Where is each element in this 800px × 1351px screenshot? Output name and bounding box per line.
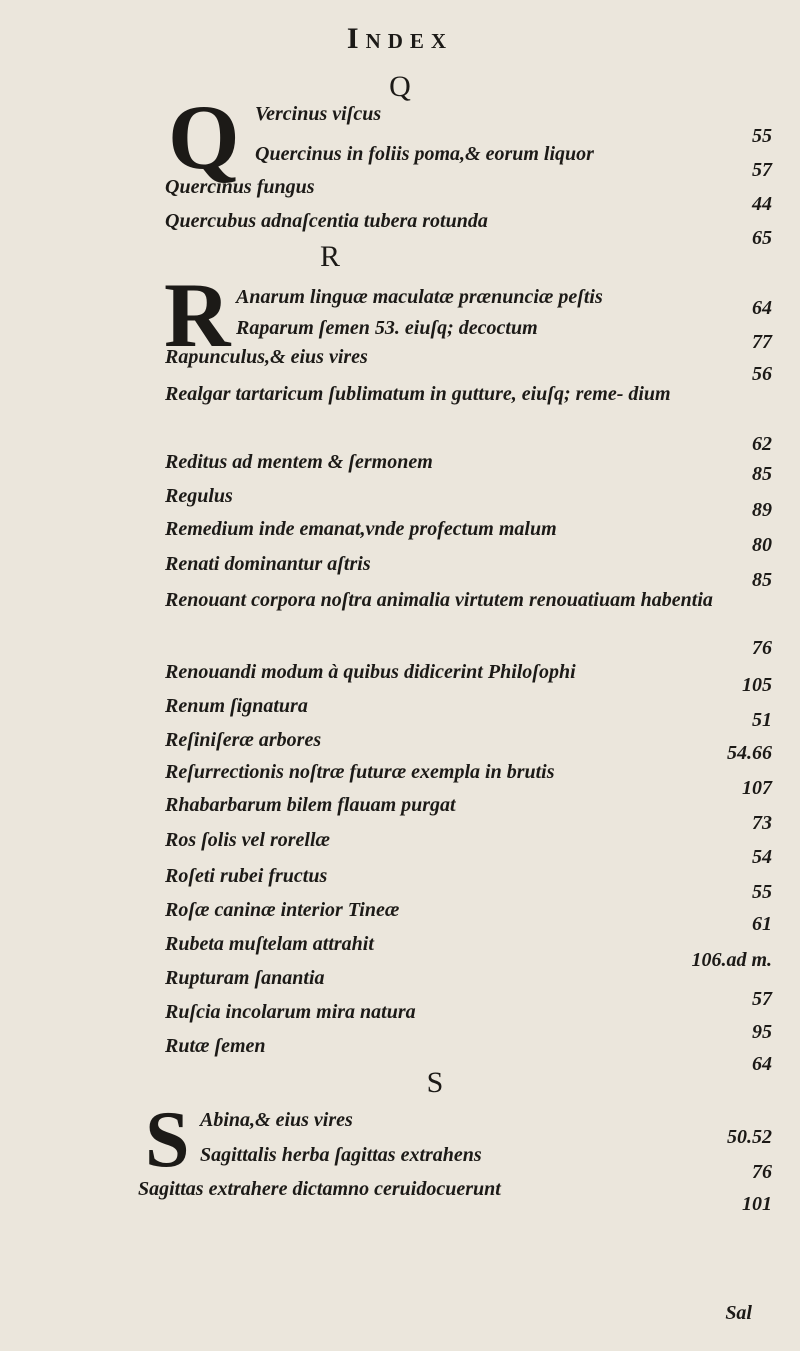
index-entry: Renum ſignatura <box>165 695 308 717</box>
index-entry: Renouant corpora noſtra animalia virtutem renouatiuam habentia <box>165 589 713 611</box>
index-entry: Ruſcia incolarum mira natura <box>165 1001 416 1023</box>
page-number: 55 <box>752 881 772 903</box>
index-entry: Rubeta muſtelam attrahit <box>165 933 374 955</box>
page-number: 54.66 <box>727 742 772 764</box>
page-number: 85 <box>752 463 772 485</box>
page-number: 85 <box>752 569 772 591</box>
page-number: 105 <box>742 674 772 696</box>
index-entry: Renati dominantur aſtris <box>165 553 371 575</box>
index-entry: Roſeti rubei fructus <box>165 865 328 887</box>
section-letter-r: R <box>319 240 340 273</box>
page-number: 64 <box>752 1053 772 1075</box>
page-number: 76 <box>752 637 772 659</box>
index-entry: Reſurrectionis noſtræ futuræ exempla in brutis <box>165 761 555 783</box>
index-entry: Reſiniſeræ arbores <box>165 729 322 751</box>
dropcap-q: Q <box>168 86 240 188</box>
index-entry: Rutæ ſemen <box>165 1035 266 1057</box>
index-entry: Renouandi modum à quibus didicerint Philoſophi <box>165 661 576 683</box>
index-entry: Realgar tartaricum ſublimatum in gutture, eiuſq; reme- dium <box>165 383 671 405</box>
page-number: 107 <box>742 777 772 799</box>
dropcap-r: R <box>164 264 231 366</box>
page-number: 56 <box>752 363 772 385</box>
page-number: 95 <box>752 1021 772 1043</box>
index-entry: Regulus <box>165 485 233 507</box>
index-entry: Sagittalis herba ſagittas extrahens <box>200 1144 482 1166</box>
running-head: Index <box>346 22 454 55</box>
page-number: 57 <box>752 159 772 181</box>
page-number: 80 <box>752 534 772 556</box>
page-number: 106.ad m. <box>691 949 772 971</box>
index-entry: Quercubus adnaſcentia tubera rotunda <box>165 210 488 232</box>
section-letter-q: Q <box>389 70 411 103</box>
section-letter-s: S <box>426 1066 444 1099</box>
page-number: 62 <box>752 433 772 455</box>
index-entry: Rhabarbarum bilem flauam purgat <box>165 794 456 816</box>
index-entry: Vercinus viſcus <box>255 103 382 125</box>
page-number: 76 <box>752 1161 772 1183</box>
catchword: Sal <box>725 1302 752 1324</box>
index-entry: Sagittas extrahere dictamno ceruidocuerunt <box>138 1178 501 1200</box>
page-number: 89 <box>752 499 772 521</box>
page-number: 101 <box>742 1193 772 1215</box>
index-entry: Abina,& eius vires <box>200 1109 353 1131</box>
page-number: 73 <box>752 812 772 834</box>
page-number: 51 <box>752 709 772 731</box>
index-entry: Rupturam ſanantia <box>165 967 325 989</box>
index-entry: Anarum linguæ maculatæ prænunciæ peſtis <box>236 286 603 308</box>
page-number: 77 <box>752 331 772 353</box>
index-entry: Ros ſolis vel rorellæ <box>165 829 330 851</box>
index-entry: Roſæ caninæ interior Tineæ <box>165 899 400 921</box>
index-entry: Remedium inde emanat,vnde profectum malum <box>165 518 557 540</box>
page-number: 57 <box>752 988 772 1010</box>
page-number: 54 <box>752 846 772 868</box>
index-entry: Quercinus fungus <box>165 176 315 198</box>
page-number: 61 <box>752 913 772 935</box>
dropcap-s: S <box>145 1096 190 1184</box>
page-number: 65 <box>752 227 772 249</box>
page-number: 55 <box>752 125 772 147</box>
index-entry: Quercinus in foliis poma,& eorum liquor <box>255 143 594 165</box>
index-entry: Rapunculus,& eius vires <box>165 346 368 368</box>
index-entry: Raparum ſemen 53. eiuſq; decoctum <box>236 317 538 339</box>
page-number: 50.52 <box>727 1126 772 1148</box>
index-entry: Reditus ad mentem & ſermonem <box>165 451 433 473</box>
page-number: 64 <box>752 297 772 319</box>
page-number: 44 <box>752 193 772 215</box>
